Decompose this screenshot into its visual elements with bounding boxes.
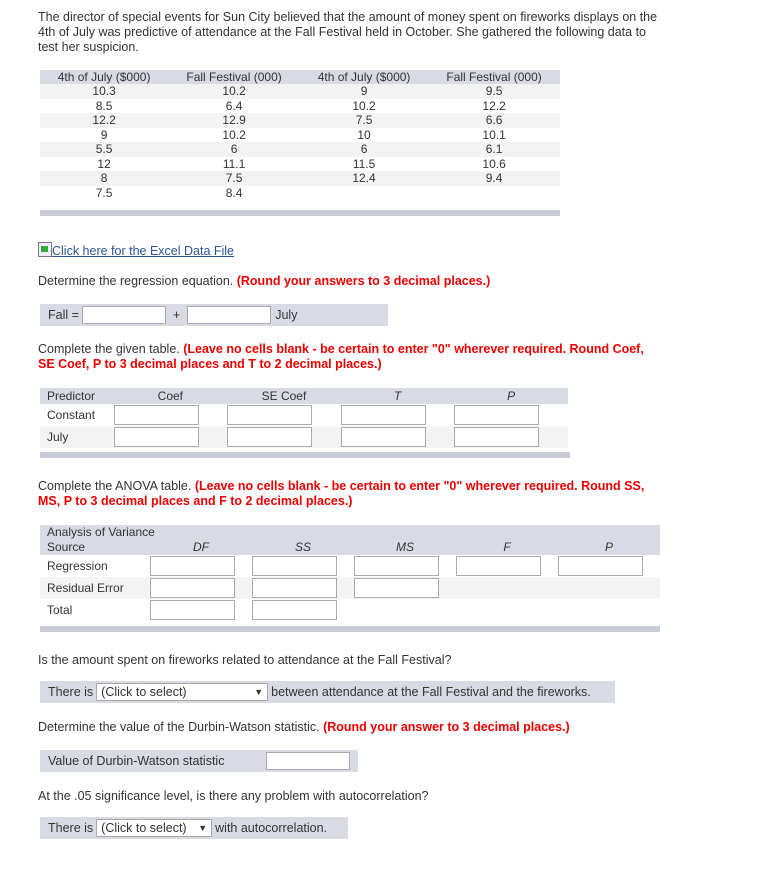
there-is-label: There is [48, 685, 94, 699]
q4-text: Is the amount spent on fireworks related to attendance at the Fall Festival? [38, 653, 452, 667]
table-cell: 7.5 [168, 171, 300, 186]
table-cell: 9 [300, 84, 428, 99]
july-se-input[interactable] [227, 427, 312, 447]
table-cell: 10.2 [352, 98, 376, 113]
durbin-watson-row [40, 750, 358, 772]
data-table [40, 70, 560, 200]
total-df-input[interactable] [150, 600, 235, 620]
col-header: Fall Festival (000) [428, 70, 560, 84]
table-row [40, 426, 568, 448]
anova-title: Analysis of Variance [40, 525, 660, 539]
autocorrelation-row [40, 817, 348, 839]
col-header: Coef [114, 388, 228, 404]
table-cell: 12.2 [482, 98, 506, 113]
autocorrelation-select[interactable] [96, 819, 212, 837]
table-cell: 8 [40, 171, 168, 186]
table-cell: 5.5 [40, 142, 168, 157]
col-header: Predictor [40, 388, 114, 404]
divider [40, 210, 560, 216]
col-header: SE Coef [227, 388, 341, 404]
q5-text [38, 720, 668, 735]
row-label: July [40, 426, 114, 448]
table-cell [428, 186, 560, 201]
july-p-input[interactable] [454, 427, 539, 447]
table-row [40, 171, 560, 186]
table-cell: 8.4 [225, 185, 243, 200]
table-row [40, 555, 660, 577]
q3-prompt: Complete the ANOVA table. [38, 479, 195, 493]
divider [40, 626, 660, 632]
july-coef-input[interactable] [114, 427, 199, 447]
july-label: July [275, 308, 298, 322]
autocorrelation-suffix: with autocorrelation. [215, 821, 328, 835]
table-cell: 10.1 [482, 127, 506, 142]
table-cell: 7.5 [95, 185, 113, 200]
q3-note: (Leave no cells blank - be certain to enter "0" wherever required. Round SS, MS, P to 3 decimal places and F to 2 decimal places.) [38, 479, 645, 508]
table-row [40, 99, 560, 114]
col-header: P [558, 539, 660, 555]
relationship-select[interactable] [96, 683, 268, 701]
table-row [40, 128, 560, 143]
table-cell: 6.1 [428, 142, 560, 157]
q3-text [38, 479, 660, 509]
col-header: DF [150, 539, 252, 555]
residual-ss-input[interactable] [252, 578, 337, 598]
constant-p-input[interactable] [454, 405, 539, 425]
col-header: T [341, 388, 455, 404]
table-cell: 11.5 [352, 156, 376, 171]
q1-note: (Round your answers to 3 decimal places.) [236, 274, 491, 288]
q5-prompt: Determine the value of the Durbin-Watson statistic. [38, 720, 324, 734]
excel-link-text[interactable]: Click here for the Excel Data File [52, 244, 235, 258]
constant-t-input[interactable] [341, 405, 426, 425]
constant-se-input[interactable] [227, 405, 312, 425]
table-row [40, 113, 560, 128]
slope-input[interactable] [187, 306, 271, 324]
table-cell: 6.4 [225, 98, 243, 113]
row-label: Constant [47, 408, 96, 422]
table-cell: 8.5 [95, 98, 113, 113]
intercept-input[interactable] [82, 306, 166, 324]
there-is-label: There is [48, 821, 94, 835]
select-value: (Click to select) [101, 821, 187, 835]
dropdown-arrow-icon: ▼ [198, 823, 208, 833]
residual-ms-input[interactable] [354, 578, 439, 598]
table-cell: 12.2 [40, 113, 168, 128]
table-cell: 9.5 [428, 84, 560, 99]
col-header: Fall Festival (000) [168, 70, 300, 84]
excel-link[interactable] [38, 242, 234, 258]
regression-p-input[interactable] [558, 556, 643, 576]
durbin-watson-input[interactable] [266, 752, 350, 770]
q2-prompt: Complete the given table. [38, 342, 184, 356]
q2-note: (Leave no cells blank - be certain to enter "0" wherever required. Round Coef, SE Coef, P to 3 decimal places and T to 2 decimal places.) [38, 342, 644, 371]
table-cell: 9.4 [428, 171, 560, 186]
table-row [40, 142, 560, 157]
table-cell: 9 [100, 127, 108, 142]
dropdown-arrow-icon: ▼ [254, 687, 264, 697]
residual-df-input[interactable] [150, 578, 235, 598]
regression-equation-row [40, 304, 388, 326]
row-label: Total [47, 603, 73, 617]
table-cell: 12.4 [300, 171, 428, 186]
relationship-row [40, 681, 615, 703]
col-header: MS [354, 539, 456, 555]
anova-table [40, 525, 660, 621]
table-cell: 6 [168, 142, 300, 157]
table-cell: 12.9 [168, 113, 300, 128]
col-header: 4th of July ($000) [40, 70, 168, 84]
table-cell: 10.2 [222, 127, 246, 142]
q6-text: At the .05 significance level, is there any problem with autocorrelation? [38, 789, 429, 803]
table-row [40, 157, 560, 172]
july-t-input[interactable] [341, 427, 426, 447]
table-cell: 10.2 [168, 84, 300, 99]
q2-text [38, 342, 660, 372]
constant-coef-input[interactable] [114, 405, 199, 425]
regression-df-input[interactable] [150, 556, 235, 576]
table-cell: 10 [357, 127, 371, 142]
regression-ms-input[interactable] [354, 556, 439, 576]
regression-f-input[interactable] [456, 556, 541, 576]
table-cell: 12 [97, 156, 111, 171]
col-header: SS [252, 539, 354, 555]
intro-text: The director of special events for Sun City believed that the amount of money spent on fireworks displays on the 4th of July was predictive of attendance at the Fall Festival held in October. She gathered the following data to test her suspicion. [38, 10, 658, 54]
table-row [40, 577, 660, 599]
col-header: F [456, 539, 558, 555]
table-cell: 6 [300, 142, 428, 157]
relationship-suffix: between attendance at the Fall Festival and the fireworks. [271, 685, 591, 699]
table-row [40, 599, 660, 621]
plus-label: + [172, 308, 181, 322]
q1-prompt: Determine the regression equation. [38, 274, 237, 288]
row-label: Residual Error [40, 577, 150, 599]
table-cell [300, 186, 428, 201]
table-row [40, 84, 560, 99]
table-cell: 10.6 [482, 156, 506, 171]
durbin-watson-label: Value of Durbin-Watson statistic [48, 754, 225, 768]
q5-note: (Round your answer to 3 decimal places.) [323, 720, 570, 734]
fall-label: Fall = [48, 308, 79, 322]
regression-ss-input[interactable] [252, 556, 337, 576]
col-header: P [454, 388, 568, 404]
table-cell: 11.1 [222, 156, 246, 171]
q1-text [38, 274, 668, 289]
table-row [40, 404, 568, 426]
table-cell: 7.5 [300, 113, 428, 128]
col-header: 4th of July ($000) [300, 70, 428, 84]
table-cell: 10.3 [40, 84, 168, 99]
col-header: Source [40, 539, 150, 555]
table-row [40, 186, 560, 201]
table-cell: 6.6 [428, 113, 560, 128]
divider [40, 452, 570, 458]
total-ss-input[interactable] [252, 600, 337, 620]
row-label: Regression [47, 559, 108, 573]
excel-file-icon [38, 242, 52, 257]
select-value: (Click to select) [101, 685, 187, 699]
coefficients-table [40, 388, 568, 448]
